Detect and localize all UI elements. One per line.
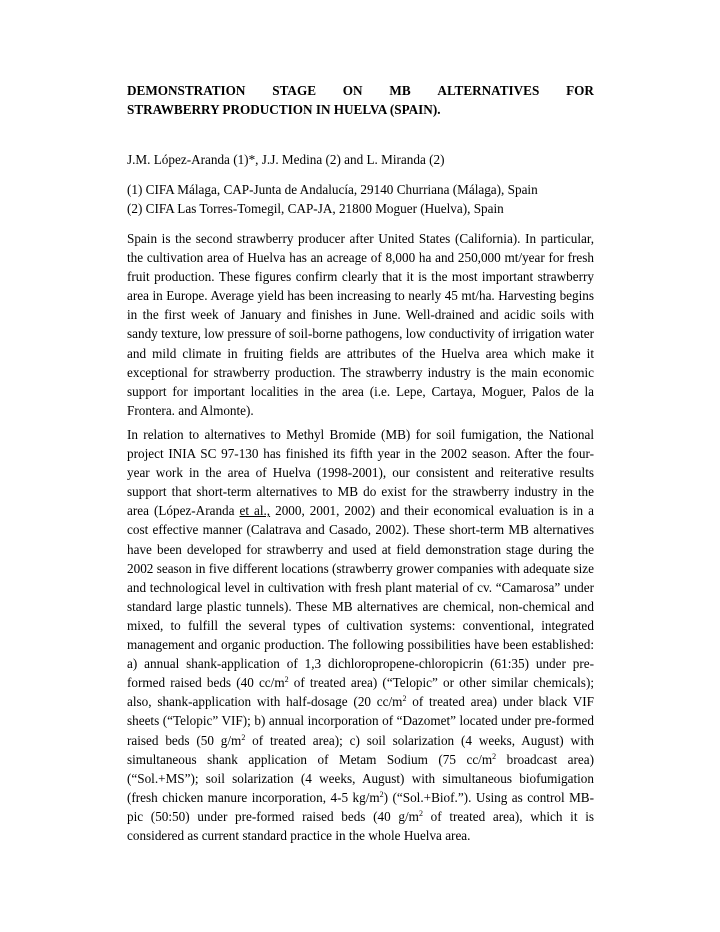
paragraph-text — [127, 425, 594, 845]
body-paragraph-1 — [127, 229, 594, 420]
text-span: of treated area) under black VIF sheets (“Telopic” VIF); b) annual incorporation of “Dazomet” located under pre-formed raised beds (50 g/m — [127, 694, 594, 748]
body-paragraph-2 — [127, 425, 594, 845]
title-line-2: STRAWBERRY PRODUCTION IN HUELVA (SPAIN). — [127, 102, 441, 117]
title-word: FOR — [566, 83, 594, 98]
superscript: 2 — [379, 789, 384, 799]
affiliation-1: (1) CIFA Málaga, CAP-Junta de Andalucía, 29140 Churriana (Málaga), Spain — [127, 182, 538, 197]
text-span: of treated area); c) soil solarization (4 weeks, August) with simultaneous shank application of Metam Sodium (75 cc/m — [127, 732, 594, 767]
text-span: of treated area), which it is considered as current standard practice in the whole Huelva area. — [127, 808, 594, 843]
affiliation-2: (2) CIFA Las Torres-Tomegil, CAP-JA, 21800 Moguer (Huelva), Spain — [127, 201, 504, 216]
superscript: 2 — [241, 732, 246, 742]
paper-title — [127, 81, 594, 119]
title-word: MB — [389, 83, 411, 98]
title-word: ON — [342, 83, 363, 98]
title-line-1 — [127, 81, 594, 100]
superscript: 2 — [284, 675, 289, 685]
text-span: of treated area) (“Telopic” or other similar chemicals); also, shank-application with half-dosage (20 cc/m — [127, 675, 594, 710]
citation-et-al: et al., — [239, 503, 271, 519]
author-list: J.M. López-Aranda (1)*, J.J. Medina (2) and L. Miranda (2) — [127, 152, 445, 167]
text-span: 2000, 2001, 2002) and their economical evaluation is in a cost effective manner (Calatrava and Casado, 2002). These short-term MB alternatives have been developed for strawberry and used at field demonstration stage during the 2002 season in five different locations (strawberry grower companies with adequate size and technological level in cultivation with fresh plant material of cv. “Camarosa” under standard large plastic tunnels). These MB alternatives are chemical, non-chemical and mixed, to fulfill the several types of cultivation systems: conventional, integrated management and organic production. The following possibilities have been established: a) annual shank-application of 1,3 dichloropropene-chloropicrin (61:35) under pre-formed raised beds (40 cc/m — [127, 503, 594, 691]
text-span: broadcast area) (“Sol.+MS”); soil solarization (4 weeks, August) with simultaneous biofumigation (fresh chicken manure incorporation, 4-5 kg/m — [127, 751, 594, 805]
superscript: 2 — [418, 808, 423, 818]
text-span: ) (“Sol.+Biof.”). Using as control MB-pic (50:50) under pre-formed raised beds (40 g/m — [127, 789, 594, 824]
affiliations — [127, 180, 538, 218]
title-word: ALTERNATIVES — [437, 83, 540, 98]
superscript: 2 — [492, 751, 497, 761]
paragraph-text: Spain is the second strawberry producer after United States (California). In particular, the cultivation area of Huelva has an acreage of 8,000 ha and 250,000 mt/year for fresh fruit production. These figures confirm clearly that it is the most important strawberry area in Europe. Average yield has been increasing to nearly 45 mt/ha. Harvesting begins in the first week of January and finishes in June. Well-drained and acidic soils with sandy texture, low pressure of soil-borne pathogens, low conductivity of irrigation water and mild climate in fruiting fields are attributes of the Huelva area which make it exceptional for strawberry production. The strawberry industry is the main economic support for important localities in the area (i.e. Lepe, Cartaya, Moguer, Palos de la Frontera. and Almonte). — [127, 231, 594, 418]
text-span: In relation to alternatives to Methyl Bromide (MB) for soil fumigation, the National project INIA SC 97-130 has finished its fifth year in the 2002 season. After the four-year work in the area of Huelva (1998-2001), our consistent and reiterative results support that short-term alternatives to MB do exist for the strawberry industry in the area (López-Aranda — [127, 427, 594, 519]
title-word: DEMONSTRATION — [127, 83, 246, 98]
superscript: 2 — [402, 694, 407, 704]
title-word: STAGE — [272, 83, 316, 98]
